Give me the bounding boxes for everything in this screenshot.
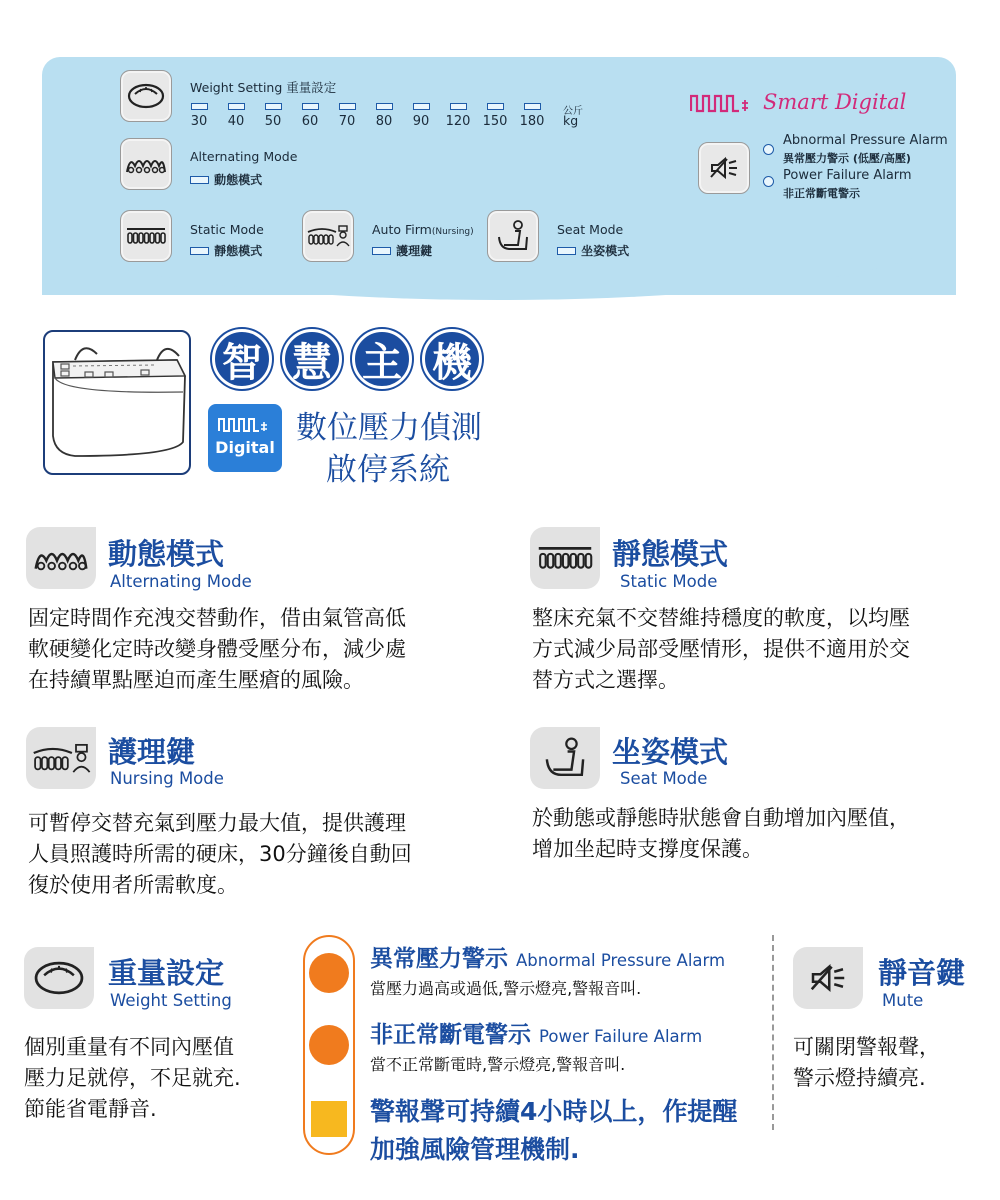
mute-title: 靜音鍵 — [878, 956, 966, 990]
seat-subtitle: Seat Mode — [620, 769, 708, 788]
desc-line: 個別重量有不同內壓值 — [24, 1035, 234, 1059]
weight-value: 90 — [412, 114, 430, 129]
weight-value: 60 — [301, 114, 319, 129]
title-char: 智 — [212, 329, 272, 389]
auto-firm-label-main: Auto Firm — [372, 222, 432, 237]
alarm-legend-box — [303, 935, 355, 1155]
hero-line2: 啟停系統 — [326, 452, 450, 488]
unit-cn: 公斤 — [563, 106, 583, 117]
power-alarm-title — [370, 1016, 702, 1049]
power-alarm-title-en: Power Failure Alarm — [539, 1027, 703, 1046]
static-subtitle: Static Mode — [620, 572, 718, 591]
static-mode-cn: 靜態模式 — [214, 244, 263, 258]
unit-en: kg — [563, 113, 579, 128]
digital-badge-text: Digital — [215, 438, 275, 457]
desc-line: 人員照護時所需的硬床，30分鐘後自動回 — [28, 842, 412, 866]
nursing-title: 護理鍵 — [108, 735, 196, 769]
alternating-wave-icon — [125, 152, 167, 176]
desc-line: 於動態或靜態時狀態會自動增加內壓值， — [532, 806, 910, 830]
divider — [772, 935, 774, 1130]
desc-line: 整床充氣不交替維持穩度的軟度，以均壓 — [532, 606, 910, 630]
alternating-mode-button[interactable] — [120, 138, 172, 190]
scale-icon — [32, 959, 86, 997]
title-char: 機 — [422, 329, 482, 389]
static-description — [532, 603, 910, 696]
desc-line: 方式減少局部受壓情形，提供不適用於交 — [532, 637, 910, 661]
seat-icon — [543, 736, 587, 780]
weight-led — [302, 103, 319, 110]
static-title: 靜態模式 — [612, 537, 729, 571]
device-illustration — [43, 330, 191, 475]
static-bars-icon — [125, 226, 167, 246]
weight-led — [376, 103, 393, 110]
weight-setting-label: Weight Setting 重量設定 — [190, 80, 337, 95]
desc-line: 可暫停交替充氣到壓力最大值，提供護理 — [28, 811, 406, 835]
weight-value: 30 — [190, 114, 208, 129]
static-mode-label: Static Mode — [190, 222, 264, 237]
weight-led — [191, 103, 208, 110]
alternating-description — [28, 603, 406, 696]
desc-line: 固定時間作充洩交替動作，借由氣管高低 — [28, 606, 406, 630]
weight-led — [339, 103, 356, 110]
power-alarm-dot — [309, 1025, 349, 1065]
weight-led — [265, 103, 282, 110]
seat-mode-label: Seat Mode — [557, 222, 624, 237]
abnormal-alarm-desc: 當壓力過高或過低,警示燈亮,警報音叫. — [370, 979, 642, 998]
alarm-duration-square — [311, 1101, 347, 1137]
weight-description — [24, 1032, 241, 1125]
abnormal-alarm-label: Abnormal Pressure Alarm — [783, 133, 948, 148]
desc-line: 替方式之選擇。 — [532, 668, 679, 692]
nursing-subtitle: Nursing Mode — [110, 769, 224, 788]
desc-line: 復於使用者所需軟度。 — [28, 873, 238, 897]
nursing-description — [28, 808, 412, 901]
desc-line: 增加坐起時支撐度保護。 — [532, 837, 763, 861]
weight-led — [450, 103, 467, 110]
nurse-icon — [31, 742, 91, 775]
abnormal-alarm-indicator — [763, 144, 774, 155]
alternating-mode-label: Alternating Mode — [190, 149, 298, 164]
digital-badge — [208, 404, 282, 472]
abnormal-alarm-title-cn: 異常壓力警示 — [370, 946, 508, 972]
seat-feature-icon-box — [530, 727, 600, 789]
alternating-feature-icon-box — [26, 527, 96, 589]
title-char: 慧 — [282, 329, 342, 389]
static-feature-icon-box — [530, 527, 600, 589]
weight-feature-icon-box — [24, 947, 94, 1009]
alternating-wave-icon — [32, 542, 90, 574]
mute-button[interactable] — [698, 142, 750, 194]
power-alarm-indicator — [763, 176, 774, 187]
alarm-duration-line1: 警報聲可持續4小時以上，作提醒 — [370, 1097, 738, 1126]
auto-firm-cn: 護理鍵 — [396, 244, 433, 258]
static-led-row — [190, 240, 262, 259]
seat-led — [557, 247, 576, 255]
desc-line: 警示燈持續亮. — [793, 1066, 926, 1090]
power-alarm-label: Power Failure Alarm — [783, 168, 912, 183]
seat-description — [532, 803, 910, 865]
desc-line: 在持續單點壓迫而產生壓瘡的風險。 — [28, 668, 364, 692]
hero-line1: 數位壓力偵測 — [296, 410, 482, 446]
auto-firm-label — [372, 222, 474, 237]
static-led — [190, 247, 209, 255]
auto-firm-label-small: (Nursing) — [431, 227, 474, 237]
mute-subtitle: Mute — [882, 991, 924, 1010]
weight-subtitle: Weight Setting — [110, 991, 232, 1010]
pump-device-image — [45, 332, 189, 473]
weight-value: 70 — [338, 114, 356, 129]
seat-title: 坐姿模式 — [612, 735, 729, 769]
weight-led — [228, 103, 245, 110]
auto-firm-led — [372, 247, 391, 255]
smart-digital-text: Smart Digital — [763, 90, 907, 114]
power-alarm-desc: 當不正常斷電時,警示燈亮,警報音叫. — [370, 1055, 626, 1074]
mute-feature-icon-box — [793, 947, 863, 1009]
weight-led — [413, 103, 430, 110]
nursing-feature-icon-box — [26, 727, 96, 789]
abnormal-alarm-cn: 異常壓力警示 (低壓/高壓) — [783, 152, 911, 165]
alternating-led — [190, 176, 209, 184]
alternating-led-row — [190, 169, 262, 188]
mute-speaker-icon — [809, 963, 847, 993]
weight-value: 180 — [519, 114, 545, 129]
power-alarm-title-cn: 非正常斷電警示 — [370, 1022, 531, 1048]
nurse-icon — [306, 224, 350, 248]
mute-description — [793, 1032, 940, 1094]
auto-firm-button[interactable] — [302, 210, 354, 262]
seat-led-row — [557, 240, 629, 259]
seat-icon — [496, 219, 530, 253]
weight-value: 120 — [445, 114, 471, 129]
scale-icon — [126, 82, 166, 110]
desc-line: 節能省電靜音. — [24, 1097, 157, 1121]
abnormal-alarm-title-en: Abnormal Pressure Alarm — [516, 951, 726, 970]
desc-line: 可關閉警報聲， — [793, 1035, 940, 1059]
title-char: 主 — [352, 329, 412, 389]
weight-value: 150 — [482, 114, 508, 129]
power-alarm-cn: 非正常斷電警示 — [783, 187, 860, 200]
abnormal-alarm-title — [370, 940, 725, 973]
weight-value: 80 — [375, 114, 393, 129]
weight-title: 重量設定 — [108, 956, 225, 990]
weight-value: 40 — [227, 114, 245, 129]
alternating-mode-cn: 動態模式 — [214, 173, 263, 187]
alarm-duration-line2: 加強風險管理機制. — [370, 1135, 580, 1164]
alternating-title: 動態模式 — [108, 537, 225, 571]
seat-mode-button[interactable] — [487, 210, 539, 262]
weight-setting-button[interactable] — [120, 70, 172, 122]
seat-mode-cn: 坐姿模式 — [581, 244, 630, 258]
abnormal-alarm-dot — [309, 953, 349, 993]
pulse-wave-icon — [218, 416, 274, 434]
weight-value: 50 — [264, 114, 282, 129]
weight-led — [487, 103, 504, 110]
static-mode-button[interactable] — [120, 210, 172, 262]
static-bars-icon — [536, 544, 594, 572]
mute-speaker-icon — [709, 156, 739, 180]
auto-firm-led-row — [372, 240, 432, 259]
alternating-subtitle: Alternating Mode — [110, 572, 252, 591]
weight-led — [524, 103, 541, 110]
desc-line: 軟硬變化定時改變身體受壓分布，減少處 — [28, 637, 406, 661]
desc-line: 壓力足就停，不足就充. — [24, 1066, 241, 1090]
pulse-wave-icon — [690, 92, 758, 114]
